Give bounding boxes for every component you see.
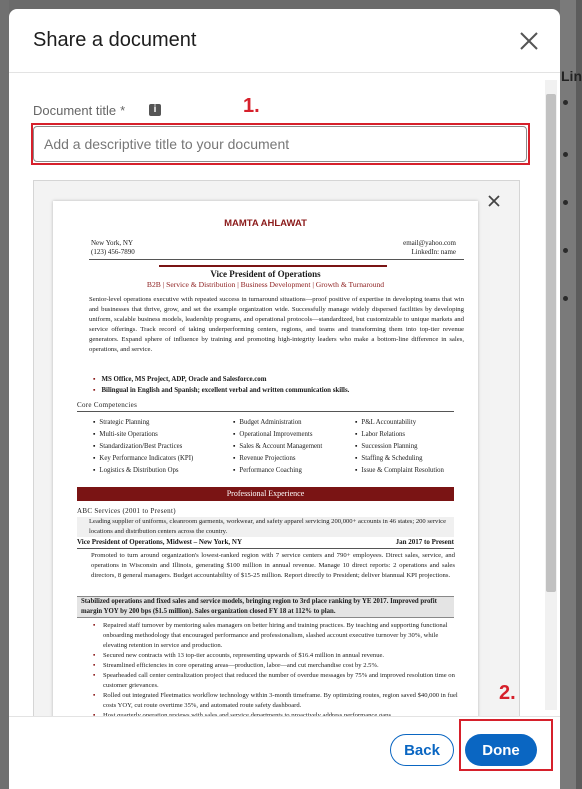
resume-phone: (123) 456-7890 — [91, 248, 135, 256]
competency-item: ▪ Labor Relations — [355, 429, 444, 441]
achievement-item: ▪ Repaired staff turnover by mentoring sales managers on better hiring and training practices. By teaching and supporting functional onboarding methodology that encouraged performance and professionalism, slashed account executive turnover by 30%, while elevating retention in service and production. — [93, 621, 459, 651]
background-bullet — [563, 100, 568, 105]
info-icon[interactable]: i — [149, 104, 161, 116]
close-button[interactable] — [515, 27, 543, 55]
resume-headline: Vice President of Operations — [210, 269, 321, 279]
resume-name: MAMTA AHLAWAT — [224, 218, 307, 229]
document-title-label — [33, 103, 125, 118]
divider-red — [159, 265, 387, 267]
achievement-item: ▪ Spearheaded call center centralization project that reduced the number of overdue messages by 75% and improved resolution time on customer grievances. — [93, 671, 459, 691]
resume-linkedin: LinkedIn: name — [411, 248, 456, 256]
competency-item: ▪ Staffing & Scheduling — [355, 453, 444, 465]
job-highlight: Stabilized operations and fixed sales and service models, bringing region to 3rd place ranking by YE 2017. Improved profit margin YOY by 200 bps ($1.5 million). Sales organization closed FY 18 at 112% to plan. — [77, 596, 454, 618]
divider — [77, 411, 454, 412]
resume-summary: Senior-level operations executive with repeated success in turnaround situations—proof positive of expertise in developing teams that win and businesses that thrive, grow, and set the example organization wide. Successfully manage widely dispersed facilities by developing uniform, scalable business models, leadership programs, and operational protocols—standardized, but customizable to unique markets and service offerings. Track record of taking underperforming centers, regions, and teams and transforming them into top-tier revenue generators. Expand sphere of influence by training and promoting high-integrity leaders who make a bottom-line difference in sales, operations, and service. — [89, 296, 464, 353]
achievement-item: ▪ Rolled out integrated Fleetmatics workflow technology within 3-month timeframe. By optimizing routes, region saved $40,000 in fuel costs YOY, cut route overtime 35%, and automated route safety dashboard. — [93, 691, 459, 711]
competencies-column-1 — [93, 417, 193, 477]
document-preview — [33, 180, 520, 720]
competency-item: ▪ Strategic Planning — [93, 417, 193, 429]
job-dates: Jan 2017 to Present — [395, 538, 454, 546]
competency-item: ▪ P&L Accountability — [355, 417, 444, 429]
competencies-column-2 — [233, 417, 322, 477]
competencies-column-3 — [355, 417, 444, 477]
competency-item: ▪ Succession Planning — [355, 441, 444, 453]
competency-item: ▪ Budget Administration — [233, 417, 322, 429]
skill-bullet: ▪ Bilingual in English and Spanish; excellent verbal and written communication skills. — [93, 387, 349, 394]
background-right-strip — [560, 0, 576, 789]
competency-item: ▪ Standardization/Best Practices — [93, 441, 193, 453]
competency-item: ▪ Logistics & Distribution Ops — [93, 465, 193, 477]
competency-item: ▪ Key Performance Indicators (KPI) — [93, 453, 193, 465]
job-description: Promoted to turn around organization's lowest-ranked region with 7 service centers and 790+ employees. Direct sales, service, and operations in Wisconsin and Illinois, generating $100 million in annual revenue. Manage 10 direct reports: 2 operations and sales directors, 8 general managers. Budget accountability of $15-25 million. Report directly to President; deliver biannual KPI projections. — [91, 552, 455, 579]
competency-item: ▪ Operational Improvements — [233, 429, 322, 441]
scrollbar-thumb[interactable] — [546, 94, 556, 592]
job-title-row — [77, 538, 454, 546]
annotation-label-2: 2. — [499, 682, 516, 704]
modal-body — [9, 74, 560, 716]
done-button[interactable]: Done — [465, 734, 537, 766]
competency-item: ▪ Sales & Account Management — [233, 441, 322, 453]
background-bullet — [563, 152, 568, 157]
background-bullet — [563, 296, 568, 301]
competency-item: ▪ Revenue Projections — [233, 453, 322, 465]
divider — [89, 259, 464, 260]
document-title-label-text: Document title — [33, 103, 117, 118]
competency-item: ▪ Multi-site Operations — [93, 429, 193, 441]
resume-email: email@yahoo.com — [403, 239, 456, 247]
resume-location: New York, NY — [91, 239, 134, 247]
modal-header — [9, 9, 560, 73]
background-bullet — [563, 200, 568, 205]
background-left-strip — [0, 0, 9, 789]
close-icon — [515, 27, 543, 55]
job-title: Vice President of Operations, Midwest – New York, NY — [77, 538, 242, 546]
achievement-item: ▪ Streamlined efficiencies in core operating areas—production, labor—and cut merchandise cost by 2.5%. — [93, 661, 459, 671]
skill-bullet: ▪ MS Office, MS Project, ADP, Oracle and Salesforce.com — [93, 376, 266, 383]
company-name: ABC Services (2001 to Present) — [77, 507, 176, 515]
achievements-list — [93, 621, 459, 721]
competency-item: ▪ Performance Coaching — [233, 465, 322, 477]
resume-page — [53, 201, 478, 741]
background-side-text: Lin — [561, 68, 582, 84]
resume-subheadline: B2B | Service & Distribution | Business Development | Growth & Turnaround — [146, 280, 385, 289]
achievement-item: ▪ Secured new contracts with 13 top-tier accounts, representing upwards of $16.4 million in annual revenue. — [93, 651, 459, 661]
annotation-box-1 — [31, 123, 530, 165]
annotation-label-1: 1. — [243, 95, 260, 117]
remove-document-button[interactable] — [485, 192, 503, 210]
competency-item: ▪ Issue & Complaint Resolution — [355, 465, 444, 477]
background-bullet — [563, 248, 568, 253]
share-document-modal — [9, 9, 560, 789]
company-description: Leading supplier of uniforms, cleanroom garments, workwear, and safety apparel servicing 200,000+ accounts in 46 states; 200 service locations and distribution centers across the country. — [77, 517, 454, 537]
back-button[interactable]: Back — [390, 734, 454, 766]
annotation-box-2 — [459, 719, 553, 771]
close-icon — [485, 192, 503, 210]
experience-title: Professional Experience — [77, 487, 454, 501]
modal-title: Share a document — [33, 29, 197, 51]
required-mark: * — [120, 103, 126, 118]
competencies-title: Core Competencies — [77, 401, 138, 409]
divider — [77, 548, 454, 549]
